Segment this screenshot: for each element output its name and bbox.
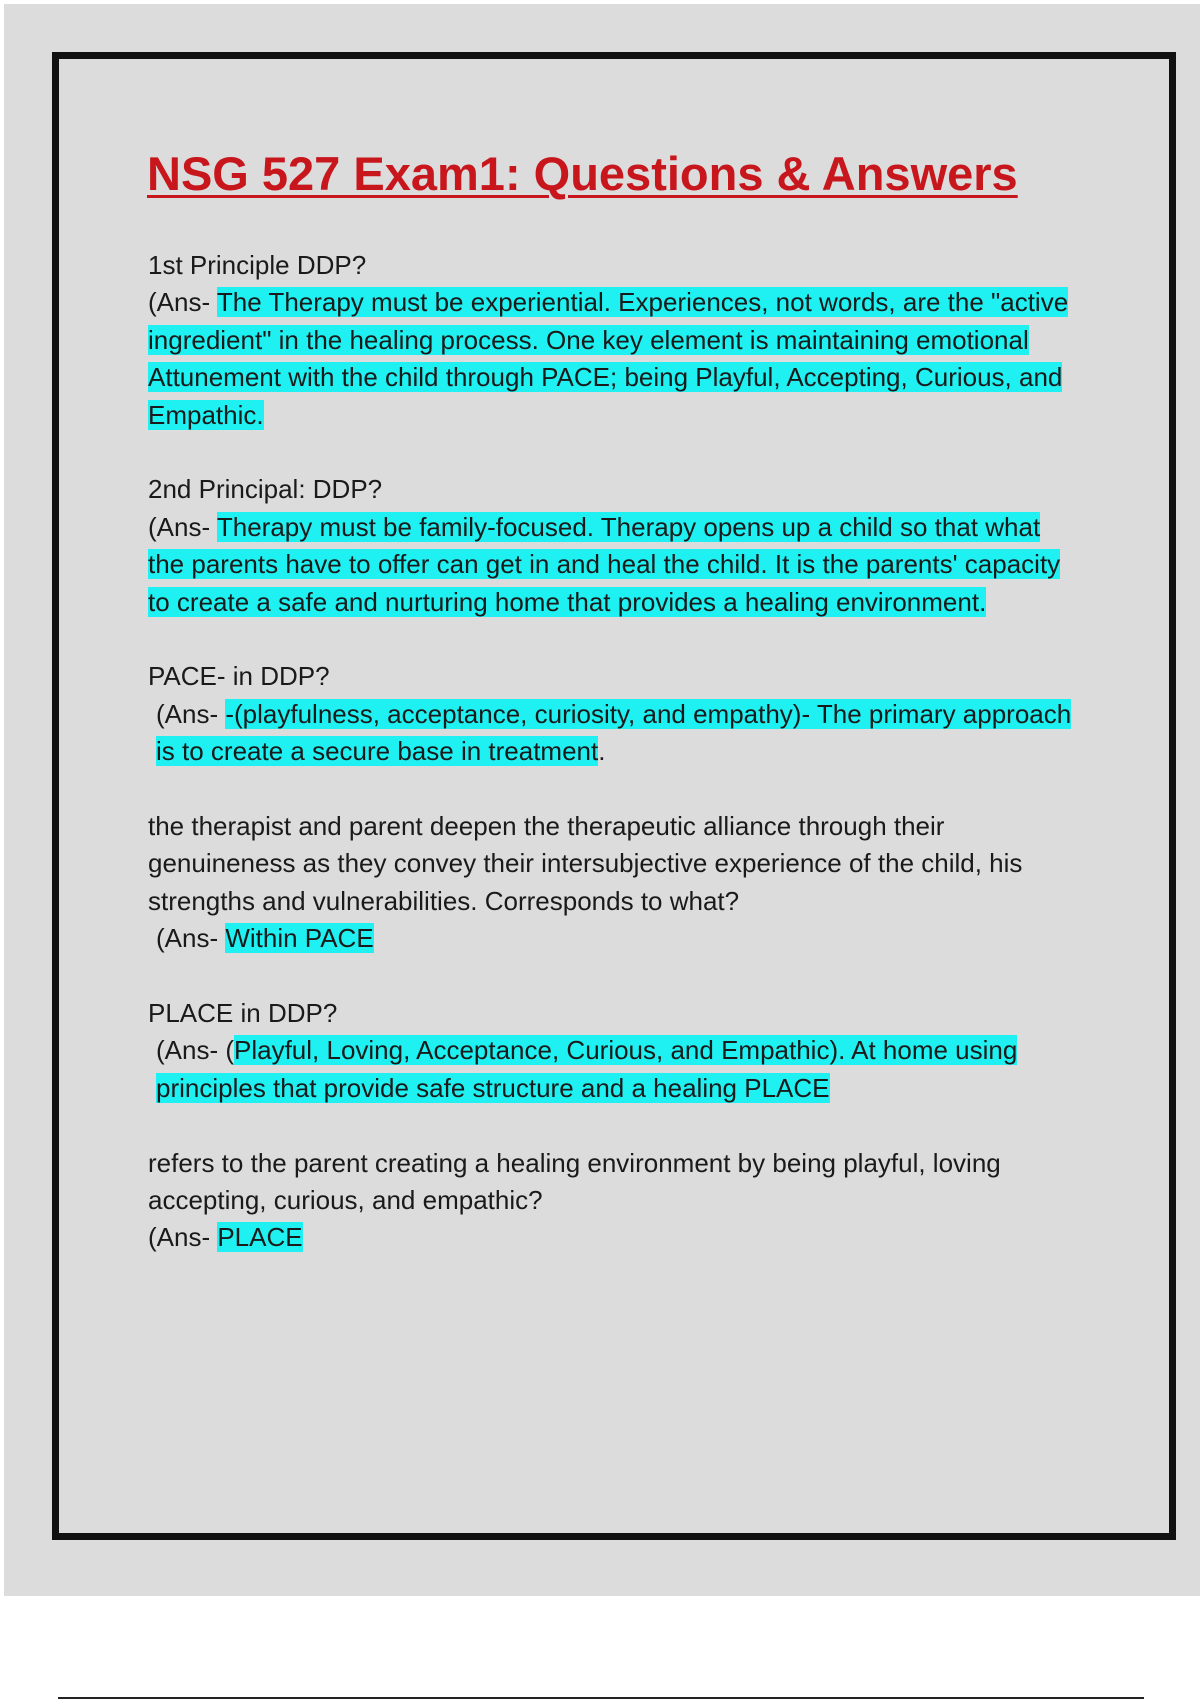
qa-item-1 [148, 247, 1078, 434]
question-text: the therapist and parent deepen the therapeutic alliance through their genuineness as they convey their intersubjective experience of the child, his strengths and vulnerabilities. Corresponds to what? [148, 811, 1023, 916]
document-title: NSG 527 Exam1: Questions & Answers [147, 147, 1018, 200]
qa-item-2 [148, 471, 1078, 621]
question-text: refers to the parent creating a healing environment by being playful, loving accepting, curious, and empathic? [148, 1147, 1001, 1216]
qa-item-5 [148, 995, 1078, 1107]
qa-item-4 [148, 808, 1078, 958]
answer-line [148, 920, 1078, 957]
answer-highlight: Playful, Loving, Acceptance, Curious, and Empathic). At home using principles that provide safe structure and a healing PLACE [156, 1035, 1018, 1103]
answer-prefix: (Ans- [148, 287, 217, 318]
answer-line [148, 1219, 1078, 1256]
answer-highlight: -(playfulness, acceptance, curiosity, and empathy)- The primary approach is to create a secure base in treatment [156, 698, 1072, 767]
question-text: PACE- in DDP? [148, 661, 330, 692]
qa-list [148, 247, 1078, 1294]
answer-prefix: (Ans- [148, 1222, 218, 1253]
qa-item-6 [148, 1145, 1078, 1257]
answer-line [148, 284, 1078, 434]
answer-prefix: (Ans- [156, 923, 226, 954]
answer-line [148, 509, 1078, 621]
footer-divider [58, 1697, 1144, 1699]
answer-prefix: (Ans- [148, 511, 217, 542]
answer-highlight: Within PACE [225, 923, 374, 954]
answer-highlight: The Therapy must be experiential. Experiences, not words, are the "active ingredient" in the healing process. One key element is maintaining emotional Attunement with the child through PACE; being Playful, Accepting, Curious, and Empathic. [148, 287, 1069, 430]
answer-suffix: . [598, 736, 606, 767]
question-text: 1st Principle DDP? [148, 250, 367, 280]
answer-prefix: (Ans- [156, 698, 226, 729]
question-text: PLACE in DDP? [148, 998, 338, 1029]
qa-item-3 [148, 658, 1078, 770]
answer-highlight: Therapy must be family-focused. Therapy opens up a child so that what the parents have to offer can get in and heal the child. It is the parents' capacity to create a safe and nurturing home that provides a healing environment. [148, 511, 1061, 617]
answer-line [148, 696, 1078, 771]
question-text: 2nd Principal: DDP? [148, 474, 383, 505]
answer-prefix: (Ans- ( [156, 1035, 234, 1066]
answer-highlight: PLACE [217, 1222, 303, 1253]
answer-line [148, 1032, 1078, 1107]
